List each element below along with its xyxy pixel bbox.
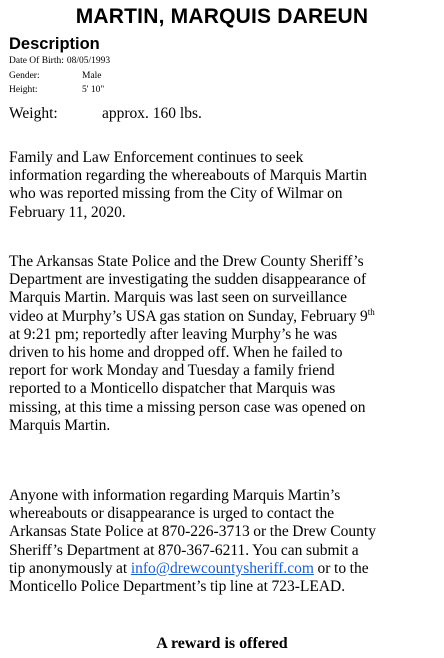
description-heading: Description	[9, 35, 100, 53]
paragraph-line: The Arkansas State Police and the Drew County Sheriff’s	[9, 253, 364, 270]
paragraph-line: information regarding the whereabouts of Marquis Martin	[9, 167, 368, 185]
tip-text-before: tip anonymously at	[9, 559, 131, 577]
gender-value: Male	[82, 70, 102, 81]
contact-paragraph	[9, 487, 439, 596]
page-title: MARTIN, MARQUIS DAREUN	[75, 5, 369, 28]
paragraph-line: Department are investigating the sudden disappearance of	[9, 271, 367, 289]
weight-value: approx. 160 lbs.	[102, 105, 202, 122]
paragraph-line: Family and Law Enforcement continues to seek	[9, 149, 304, 166]
paragraph-line: Arkansas State Police at 870-226-3713 or the Drew County	[9, 523, 376, 541]
paragraph-line: report for work Monday and Tuesday a family friend	[9, 362, 335, 380]
paragraph-line: driven to his home and dropped off. When he failed to	[9, 344, 343, 362]
dob-row	[9, 54, 110, 69]
paragraph-line-text: video at Murphy’s USA gas station on Sunday, February 9	[9, 307, 368, 325]
height-row	[9, 83, 110, 98]
email-link[interactable]: info@drewcountysheriff.com	[130, 559, 314, 577]
height-label: Height:	[9, 85, 38, 95]
intro-paragraph	[9, 149, 439, 222]
weight-row	[9, 105, 202, 123]
date-ordinal-superscript: th	[367, 306, 375, 317]
dob-label: Date Of Birth:	[9, 56, 64, 66]
paragraph-line: Marquis Martin. Marquis was last seen on surveillance	[9, 289, 347, 307]
paragraph-line: Anyone with information regarding Marquis Martin’s	[9, 487, 341, 504]
paragraph-line: missing, at this time a missing person case was opened on	[9, 398, 366, 416]
paragraph-line-with-date	[9, 308, 439, 326]
tip-text-after: or to the	[313, 559, 369, 577]
paragraph-line: whereabouts or disappearance is urged to contact the	[9, 505, 335, 523]
weight-label: Weight:	[9, 105, 58, 122]
dob-value: 08/05/1993	[66, 56, 111, 66]
paragraph-line: at 9:21 pm; reportedly after leaving Murphy’s he was	[9, 325, 338, 343]
paragraph-line-with-email	[9, 560, 439, 578]
paragraph-line: reported to a Monticello dispatcher that Marquis was	[9, 380, 336, 398]
paragraph-line: Sheriff’s Department at 870-367-6211. You can submit a	[9, 541, 359, 559]
gender-row	[9, 69, 110, 84]
height-value: 5' 10"	[82, 85, 105, 95]
paragraph-line: Monticello Police Department’s tip line at 723-LEAD.	[9, 578, 346, 596]
description-details	[9, 54, 110, 98]
paragraph-line: Marquis Martin.	[9, 416, 111, 434]
investigation-paragraph	[9, 253, 439, 435]
reward-notice: A reward is offered	[156, 635, 288, 652]
gender-label: Gender:	[9, 70, 40, 81]
paragraph-line: February 11, 2020.	[9, 203, 126, 221]
paragraph-line: who was reported missing from the City of Wilmar on	[9, 185, 343, 203]
